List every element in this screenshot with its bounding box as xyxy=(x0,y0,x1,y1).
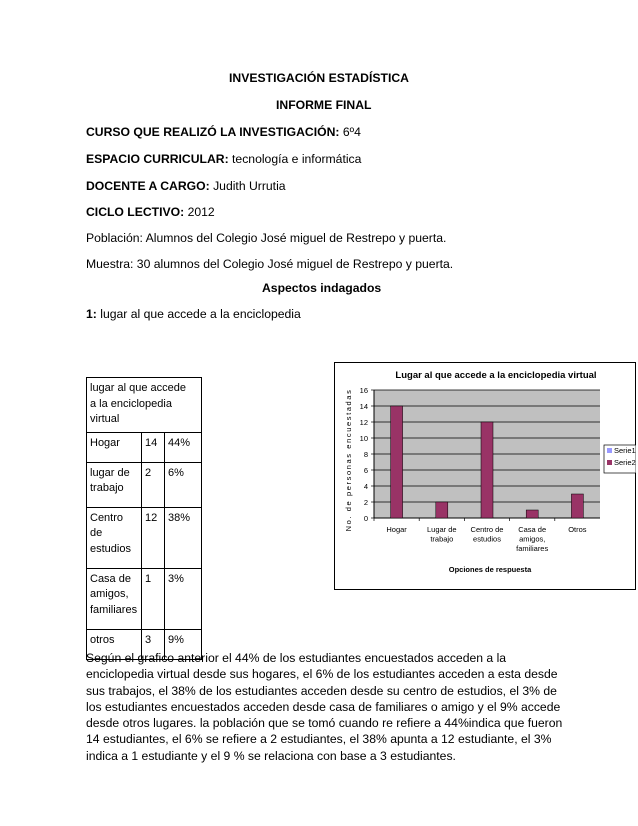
field-docente-value: Judith Urrutia xyxy=(213,179,286,193)
table-option-line: familiares xyxy=(90,603,138,616)
chart-x-tick-label: amigos, xyxy=(519,534,546,544)
field-curso-label: CURSO QUE REALIZÓ LA INVESTIGACIÓN: xyxy=(86,125,340,139)
table-header-line: virtual xyxy=(90,413,120,425)
question-text: lugar al que accede a la enciclopedia xyxy=(100,307,301,321)
field-curso-value: 6º4 xyxy=(342,125,361,139)
table-cell-count: 1 xyxy=(142,568,165,629)
paragraph-line: enciclopedia virtual desde sus hogares, el 6% de los estudiantes acceden a esta desde xyxy=(86,667,558,682)
report-title: INVESTIGACIÓN ESTADÍSTICA xyxy=(229,71,409,85)
chart-y-axis-label: No. de personas encuestadas xyxy=(344,388,353,532)
chart-x-tick-label: Hogar xyxy=(386,525,407,534)
table-cell-option xyxy=(87,507,142,568)
chart-bar xyxy=(391,406,403,518)
table-option-line: trabajo xyxy=(90,482,124,494)
table-row xyxy=(87,568,202,629)
question-1 xyxy=(86,307,301,321)
table-row xyxy=(87,432,202,462)
field-espacio xyxy=(86,152,361,166)
chart-y-tick-label: 14 xyxy=(359,402,368,411)
table-cell-option xyxy=(87,432,142,462)
table-option-line: Casa de xyxy=(90,572,131,585)
table-cell-count: 14 xyxy=(142,432,165,462)
field-espacio-label: ESPACIO CURRICULAR: xyxy=(86,152,229,166)
table-cell-option xyxy=(87,568,142,629)
field-docente-label: DOCENTE A CARGO: xyxy=(86,179,210,193)
chart-x-tick-label: familiares xyxy=(516,544,549,553)
paragraph-line: indica a 1 estudiante y el 9 % se relaciona con base a 3 estudiantes. xyxy=(86,748,456,763)
table-cell-percent: 9% xyxy=(165,629,202,659)
analysis-paragraph xyxy=(86,650,563,764)
table-cell-percent: 3% xyxy=(165,568,202,629)
chart-y-tick-label: 8 xyxy=(363,450,368,459)
field-ciclo-label: CICLO LECTIVO: xyxy=(86,205,185,219)
bar-chart xyxy=(334,362,636,590)
chart-legend-swatch xyxy=(607,448,612,453)
table-cell-percent: 44% xyxy=(165,432,202,462)
field-docente xyxy=(86,179,286,193)
chart-legend-label: Serie1 xyxy=(614,446,636,455)
poblacion-text: Población: Alumnos del Colegio José miguel de Restrepo y puerta. xyxy=(86,231,447,245)
chart-bar xyxy=(526,510,538,518)
field-ciclo xyxy=(86,205,215,219)
chart-x-tick-label: Otros xyxy=(568,525,587,534)
section-title: Aspectos indagados xyxy=(262,281,382,295)
table-option-line: otros xyxy=(90,633,115,646)
chart-x-tick-label: Centro de xyxy=(470,525,504,534)
field-curso xyxy=(86,125,361,139)
chart-y-tick-label: 0 xyxy=(363,514,368,523)
chart-y-tick-label: 10 xyxy=(359,434,368,443)
chart-legend-swatch xyxy=(607,460,612,465)
report-subtitle: INFORME FINAL xyxy=(276,98,372,112)
table-row xyxy=(87,507,202,568)
paragraph-line: desde otros lugares. la población que se tomó cuando re refiere a 44%indica que fueron xyxy=(86,716,563,731)
table-option-line: lugar de xyxy=(90,466,130,479)
chart-y-tick-label: 16 xyxy=(359,386,368,395)
paragraph-line: 14 estudiantes, el 6% se refiere a 2 estudiantes, el 38% apunta a 12 estudiante, el 3% xyxy=(86,732,552,747)
table-cell-count: 3 xyxy=(142,629,165,659)
question-number: 1: xyxy=(86,307,97,321)
field-espacio-value: tecnología e informática xyxy=(232,152,362,166)
table-option-line: Hogar xyxy=(90,436,120,449)
chart-x-tick-label: estudios xyxy=(473,534,501,544)
table-header-line: a la enciclopedia xyxy=(90,397,172,410)
paragraph-line: Según el grafico anterior el 44% de los estudiantes encuestados acceden a la xyxy=(86,651,507,665)
field-ciclo-value: 2012 xyxy=(187,205,215,219)
paragraph-line: los estudiantes encuestados acceden desde casa de familiares o amigo y el 9% accede xyxy=(86,699,561,714)
muestra-text: Muestra: 30 alumnos del Colegio José miguel de Restrepo y puerta. xyxy=(86,257,454,271)
results-table xyxy=(86,377,202,660)
chart-legend-label: Serie2 xyxy=(614,458,636,467)
chart-x-tick-label: Casa de xyxy=(518,525,547,534)
table-option-line: amigos, xyxy=(90,588,129,600)
paragraph-line: sus trabajos, el 38% de los estudiantes acceden desde su centro de estudios, el 3% de xyxy=(86,683,557,698)
chart-y-tick-label: 2 xyxy=(363,498,368,507)
chart-bar xyxy=(481,422,493,518)
table-header-row xyxy=(87,378,202,433)
chart-y-tick-label: 6 xyxy=(363,466,368,475)
chart-y-tick-label: 12 xyxy=(359,418,368,427)
table-cell-count: 12 xyxy=(142,507,165,568)
chart-bar xyxy=(436,502,448,518)
table-option-line: Centro xyxy=(90,511,124,524)
chart-y-tick-label: 4 xyxy=(363,482,368,491)
chart-title: Lugar al que accede a la enciclopedia virtual xyxy=(395,370,597,381)
table-cell-percent: 6% xyxy=(165,462,202,507)
chart-bar xyxy=(571,494,583,518)
table-cell-count: 2 xyxy=(142,462,165,507)
chart-x-tick-label: Lugar de xyxy=(426,525,457,534)
chart-x-axis-label: Opciones de respuesta xyxy=(448,565,532,574)
table-row xyxy=(87,462,202,507)
table-option-line: estudios xyxy=(90,542,131,555)
table-cell-option xyxy=(87,462,142,507)
table-cell-percent: 38% xyxy=(165,507,202,568)
table-header-line: lugar al que accede xyxy=(90,382,187,394)
table-header-cell xyxy=(87,378,202,433)
table-option-line: de xyxy=(90,527,103,539)
chart-x-tick-label: trabajo xyxy=(430,534,454,544)
